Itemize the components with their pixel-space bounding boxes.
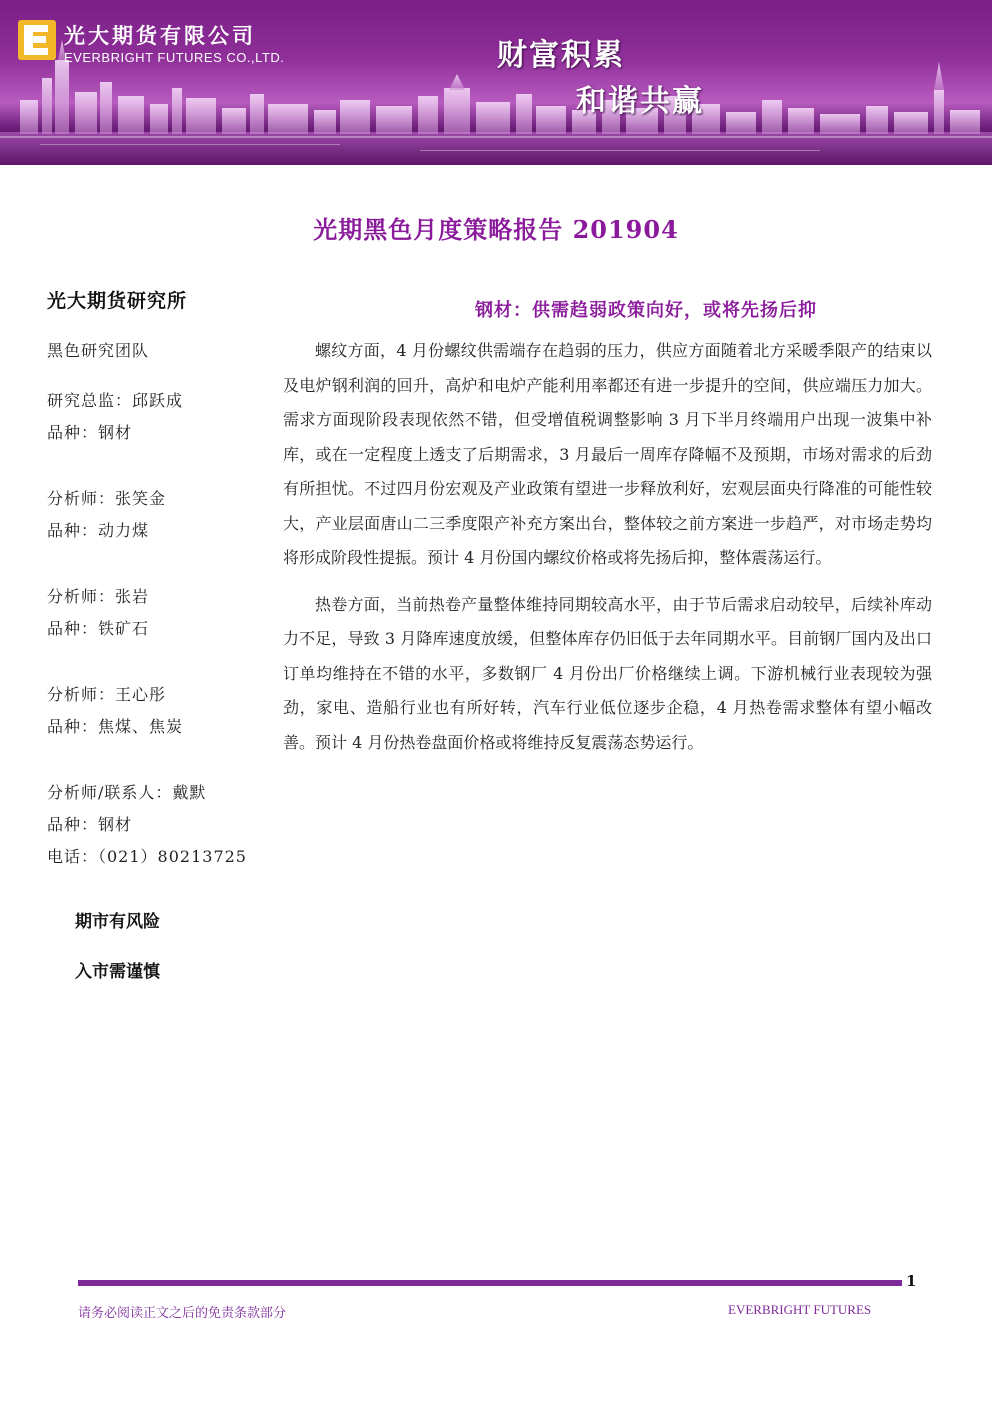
contact-variety: 品种：铁矿石: [47, 619, 150, 638]
contact-group: [47, 483, 272, 547]
footer-disclaimer: 请务必阅读正文之后的免责条款部分: [78, 1306, 287, 1321]
contact-role: 分析师：张笑金: [47, 489, 167, 508]
footer-divider: [78, 1280, 902, 1286]
contact-variety: 品种：动力煤: [47, 521, 150, 540]
section-heading: 钢材：供需趋弱政策向好，或将先扬后抑: [475, 300, 817, 321]
page-number: 1: [906, 1272, 917, 1290]
contact-role: 分析师：张岩: [47, 587, 150, 606]
institute-name: 光大期货研究所: [47, 290, 188, 312]
slogan-line-1: 财富积累: [497, 38, 625, 73]
contact-group: [47, 581, 272, 645]
contact-group: [47, 385, 272, 449]
contact-role: 研究总监：邱跃成: [47, 391, 184, 410]
risk-warning-line-2: 入市需谨慎: [75, 962, 160, 982]
risk-warning-line-1: 期市有风险: [75, 912, 160, 932]
header-banner: [0, 0, 992, 165]
main-content: [283, 296, 932, 772]
contact-role: 分析师：王心彤: [47, 685, 167, 704]
company-name-en: EVERBRIGHT FUTURES CO.,LTD.: [64, 50, 285, 65]
contact-group: [47, 679, 272, 743]
sidebar: [47, 286, 272, 997]
contact-group: [47, 777, 272, 873]
everbright-logo-icon: [18, 20, 56, 60]
paragraph-rebar: 螺纹方面，4 月份螺纹供需端存在趋弱的压力，供应方面随着北方采暖季限产的结束以及电炉钢利润的回升，高炉和电炉产能利用率都还有进一步提升的空间，供应端压力加大。需求方面现阶段表现依然不错，但受增值税调整影响 3 月下半月终端用户出现一波集中补库，或在一定程度上透支了后期需求，3 月最后一周库存降幅不及预期，市场对需求的后劲有所担忧。不过四月份宏观及产业政策有望进一步释放利好，宏观层面央行降准的可能性较大，产业层面唐山二三季度限产补充方案出台，整体较之前方案进一步趋严，对市场走势均将形成阶段性提振。预计 4 月份国内螺纹价格或将先扬后抑，整体震荡运行。: [283, 341, 932, 567]
contact-variety: 品种：钢材: [47, 815, 133, 834]
contact-phone: 电话：（021）80213725: [47, 847, 247, 866]
team-name: 黑色研究团队: [47, 341, 150, 360]
paragraph-hot-coil: 热卷方面，当前热卷产量整体维持同期较高水平，由于节后需求启动较早，后续补库动力不足，导致 3 月降库速度放缓，但整体库存仍旧低于去年同期水平。目前钢厂国内及出口订单均维持在不错的水平，多数钢厂 4 月份出厂价格继续上调。下游机械行业表现较为强劲，家电、造船行业也有所好转，汽车行业低位逐步企稳，4 月热卷需求整体有望小幅改善。预计 4 月份热卷盘面价格或将维持反复震荡态势运行。: [283, 594, 932, 752]
footer-brand: EVERBRIGHT FUTURES: [728, 1302, 872, 1317]
report-title: 光期黑色月度策略报告 201904: [313, 215, 679, 244]
contact-variety: 品种：焦煤、焦炭: [47, 717, 184, 736]
contact-role: 分析师/联系人：戴默: [47, 783, 207, 802]
company-name-cn: 光大期货有限公司: [64, 24, 256, 48]
slogan-line-2: 和谐共赢: [576, 84, 704, 119]
contact-variety: 品种：钢材: [47, 423, 133, 442]
